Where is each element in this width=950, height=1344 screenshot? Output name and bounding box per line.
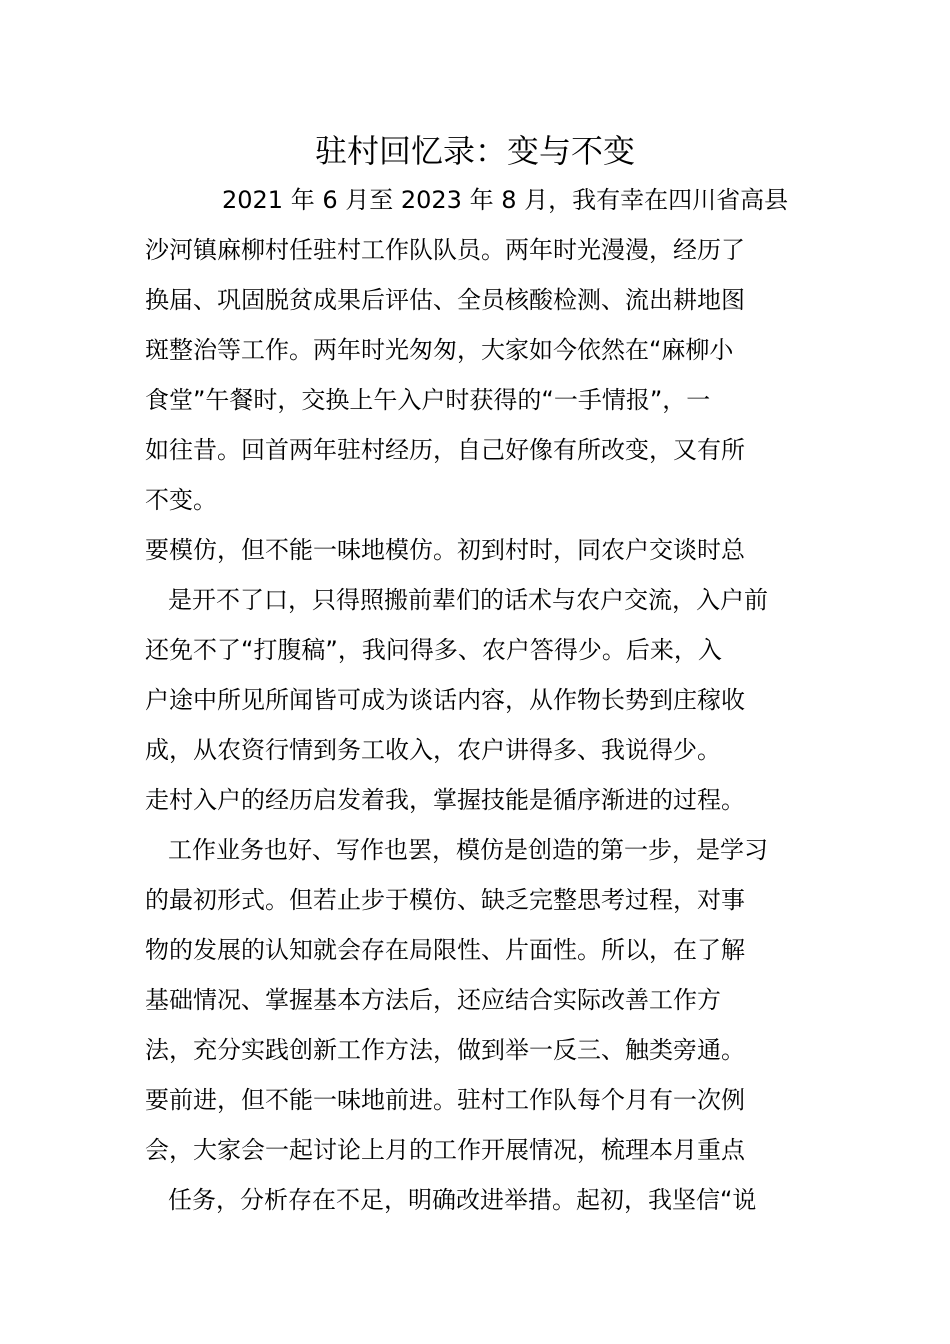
- paragraph-2-line-5: 成，从农资行情到务工收入，农户讲得多、我说得少。: [145, 736, 721, 764]
- paragraph-3-line-4: 物的发展的认知就会存在局限性、片面性。所以，在了解: [145, 936, 745, 964]
- paragraph-2-line-2: 是开不了口，只得照搬前辈们的话术与农户交流，入户前: [168, 586, 768, 614]
- paragraph-4-line-1: 要前进，但不能一味地前进。驻村工作队每个月有一次例: [145, 1086, 745, 1114]
- paragraph-4-line-3: 任务，分析存在不足，明确改进举措。起初，我坚信“说: [168, 1186, 757, 1214]
- paragraph-2-line-4: 户途中所见所闻皆可成为谈话内容，从作物长势到庄稼收: [145, 686, 745, 714]
- paragraph-3-line-2: 工作业务也好、写作也罢，模仿是创造的第一步，是学习: [168, 836, 768, 864]
- paragraph-1-line-1: 2021 年 6 月至 2023 年 8 月，我有幸在四川省高县: [222, 186, 789, 214]
- paragraph-4-line-2: 会，大家会一起讨论上月的工作开展情况，梳理本月重点: [145, 1136, 745, 1164]
- paragraph-1-line-3: 换届、巩固脱贫成果后评估、全员核酸检测、流出耕地图: [145, 286, 745, 314]
- paragraph-3-line-5: 基础情况、掌握基本方法后，还应结合实际改善工作方: [145, 986, 721, 1014]
- document-title: 驻村回忆录：变与不变: [314, 132, 635, 170]
- paragraph-1-line-7: 不变。: [145, 486, 217, 514]
- paragraph-2-line-3: 还免不了“打腹稿”，我问得多、农户答得少。后来，入: [145, 636, 722, 664]
- paragraph-1-line-6: 如往昔。回首两年驻村经历，自己好像有所改变，又有所: [145, 436, 745, 464]
- paragraph-3-line-3: 的最初形式。但若止步于模仿、缺乏完整思考过程，对事: [145, 886, 745, 914]
- paragraph-1-line-4: 斑整治等工作。两年时光匆匆，大家如今依然在“麻柳小: [145, 336, 734, 364]
- paragraph-2-line-1: 要模仿，但不能一味地模仿。初到村时，同农户交谈时总: [145, 536, 745, 564]
- paragraph-1-line-5: 食堂”午餐时，交换上午入户时获得的“一手情报”，一: [145, 386, 711, 414]
- paragraph-3-line-1: 走村入户的经历启发着我，掌握技能是循序渐进的过程。: [145, 786, 745, 814]
- paragraph-1-line-2: 沙河镇麻柳村任驻村工作队队员。两年时光漫漫，经历了: [145, 236, 745, 264]
- paragraph-3-line-6: 法，充分实践创新工作方法，做到举一反三、触类旁通。: [145, 1036, 745, 1064]
